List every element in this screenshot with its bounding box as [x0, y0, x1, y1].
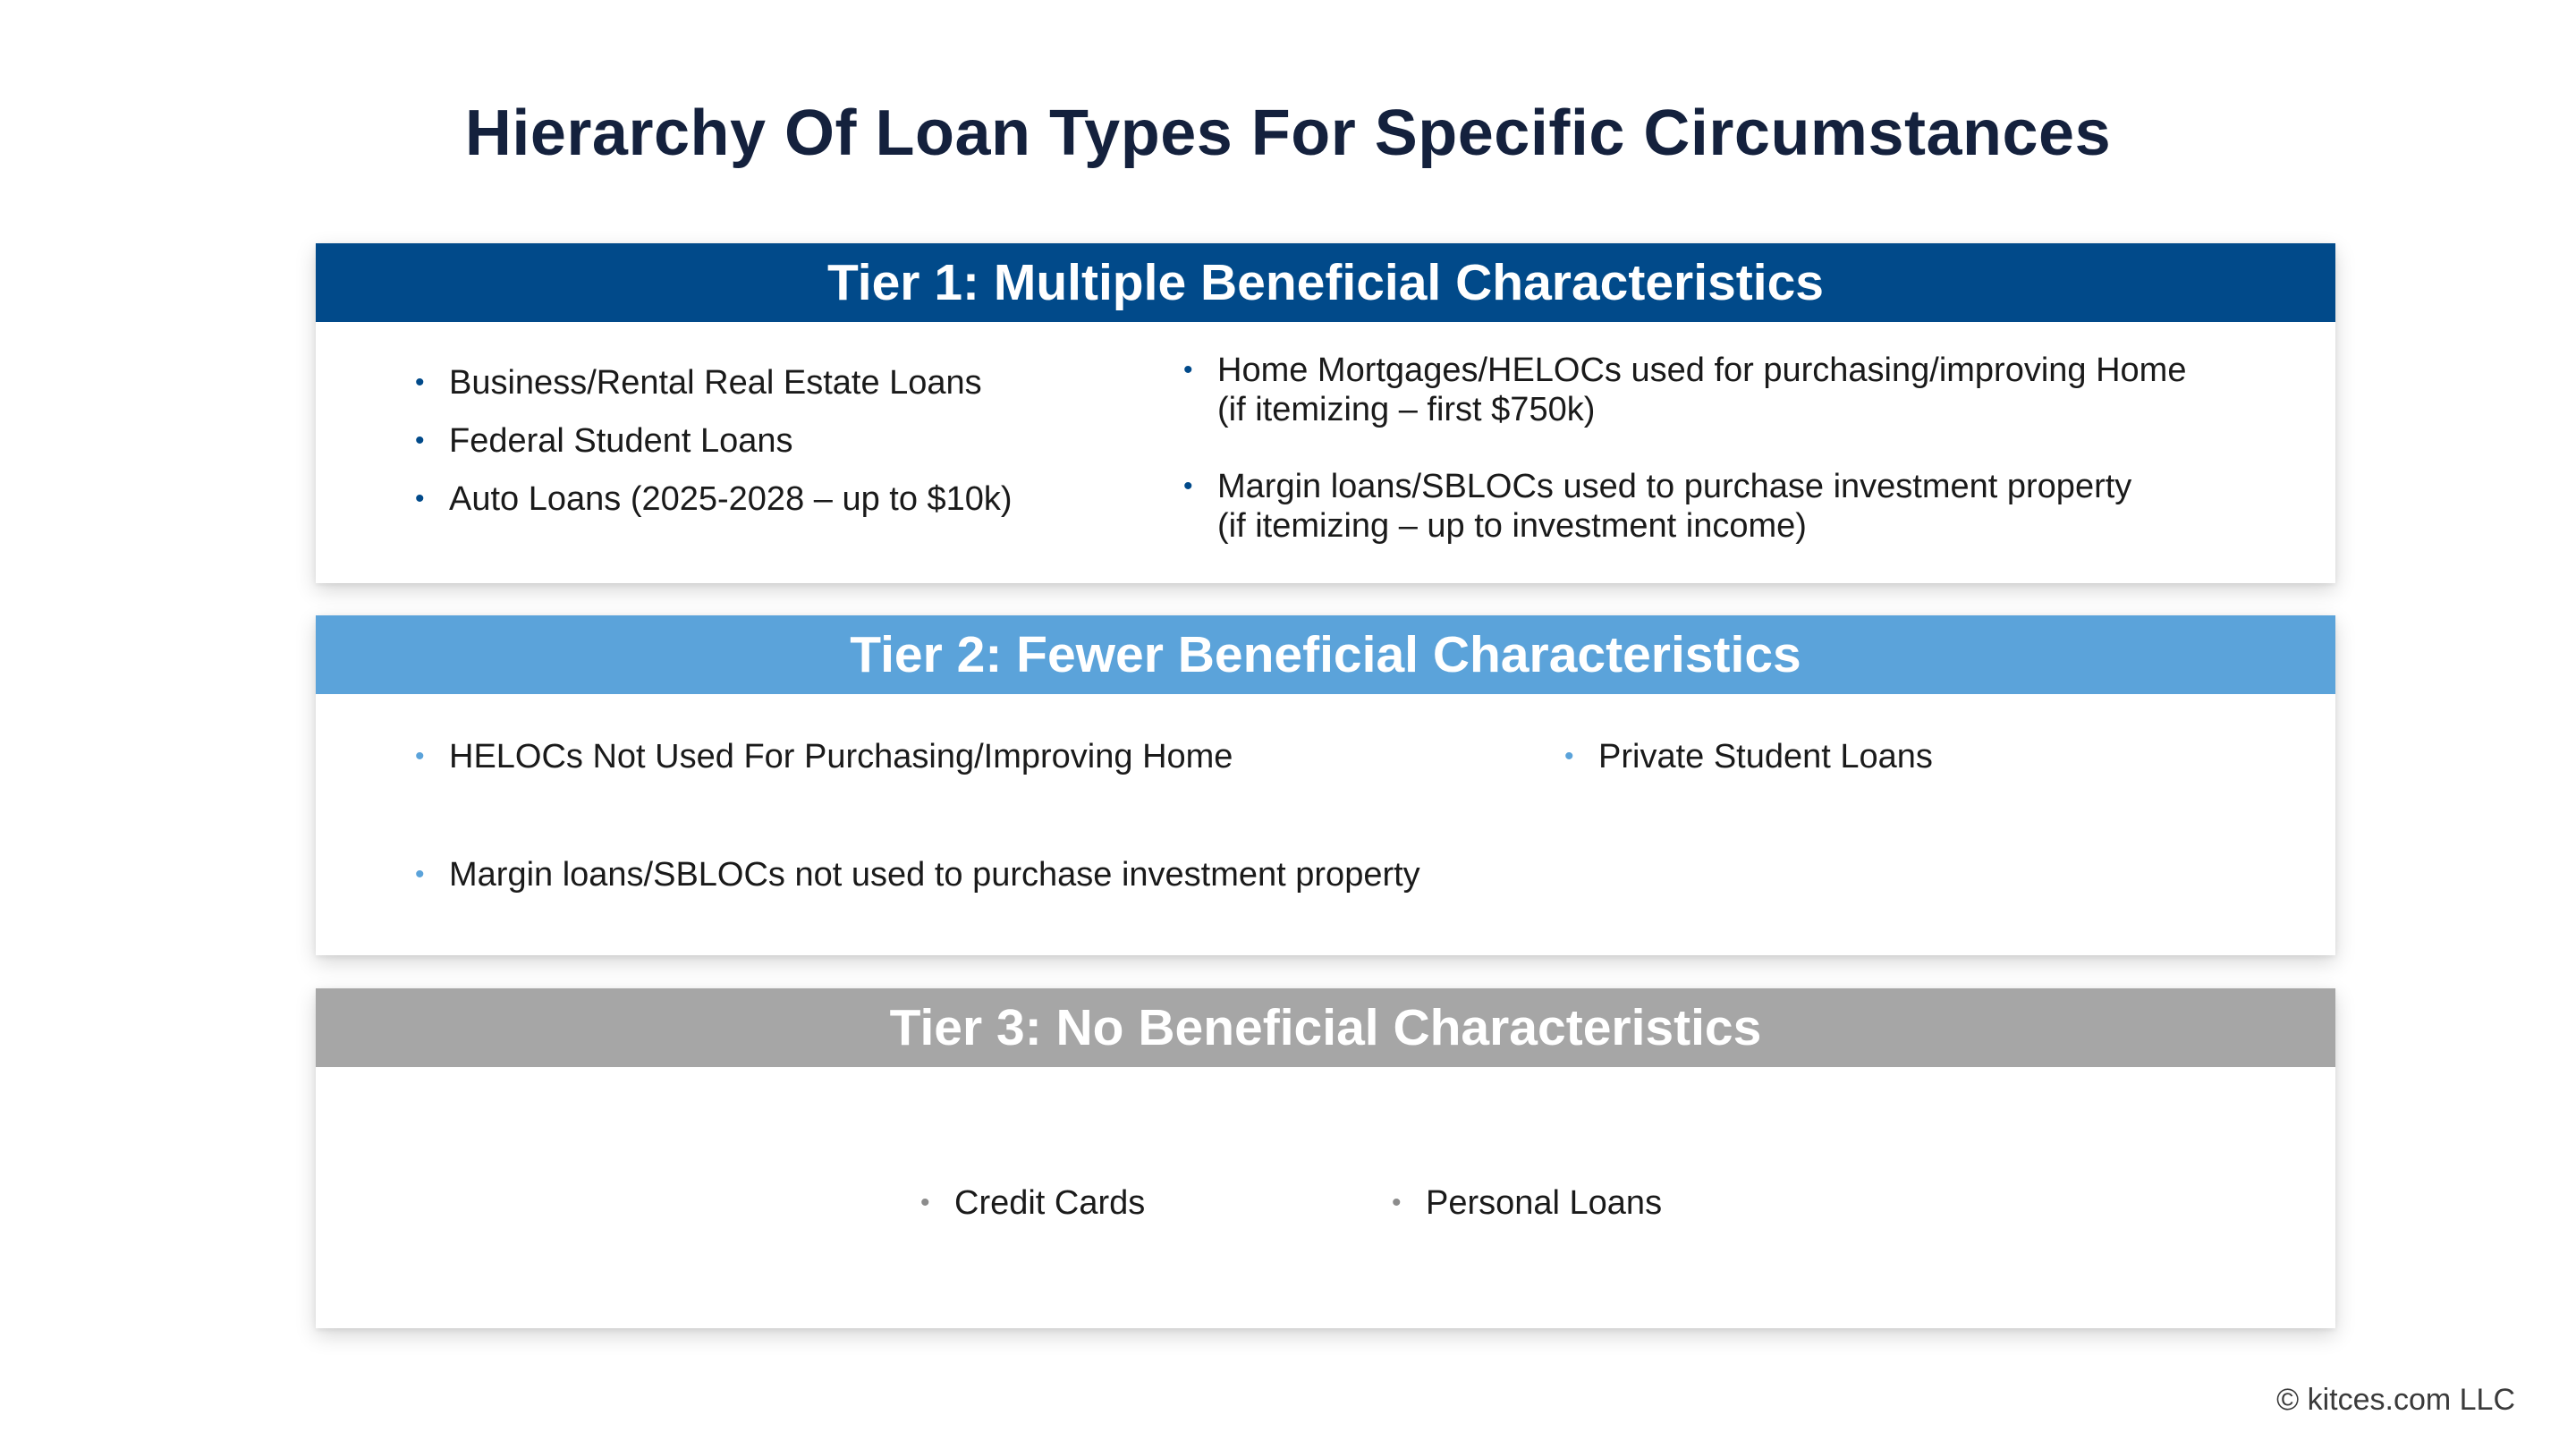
list-item	[1183, 467, 2132, 546]
list-item	[415, 421, 793, 461]
bullet-icon: •	[1183, 471, 1193, 501]
bullet-icon: •	[920, 1188, 930, 1217]
list-item	[415, 737, 1233, 776]
tier-3-body	[316, 1067, 2335, 1328]
tier-2-panel	[316, 615, 2335, 955]
bullet-icon: •	[415, 368, 425, 397]
tier-2-header: Tier 2: Fewer Beneficial Characteristics	[316, 615, 2335, 694]
list-item	[1564, 737, 1933, 776]
tier-1-header: Tier 1: Multiple Beneficial Characteristics	[316, 243, 2335, 322]
copyright-footer: © kitces.com LLC	[2276, 1383, 2515, 1417]
list-item-label: Auto Loans (2025-2028 – up to $10k)	[449, 480, 1013, 518]
list-item	[1392, 1183, 1663, 1223]
bullet-icon: •	[1564, 741, 1574, 771]
list-item	[1183, 351, 2187, 429]
list-item	[415, 479, 1013, 519]
list-item	[415, 363, 982, 402]
list-item-label: Margin loans/SBLOCs not used to purchase investment property	[449, 856, 1420, 894]
bullet-icon: •	[415, 426, 425, 455]
list-item-label: Home Mortgages/HELOCs used for purchasing/improving Home	[1217, 352, 2187, 389]
bullet-icon: •	[1392, 1188, 1402, 1217]
tier-3-header: Tier 3: No Beneficial Characteristics	[316, 988, 2335, 1067]
bullet-icon: •	[1183, 355, 1193, 385]
list-item-label: Personal Loans	[1426, 1184, 1663, 1222]
list-item-label: Margin loans/SBLOCs used to purchase investment property	[1217, 468, 2132, 505]
tier-1-body	[316, 322, 2335, 583]
bullet-icon: •	[415, 484, 425, 513]
list-item-label: Business/Rental Real Estate Loans	[449, 364, 982, 402]
tier-2-body	[316, 694, 2335, 955]
list-item-sublabel: (if itemizing – first $750k)	[1217, 391, 1596, 428]
bullet-icon: •	[415, 741, 425, 771]
list-item-label: Private Student Loans	[1598, 738, 1933, 775]
list-item	[415, 855, 1420, 894]
list-item-sublabel: (if itemizing – up to investment income)	[1217, 507, 1807, 545]
list-item-label: HELOCs Not Used For Purchasing/Improving Home	[449, 738, 1233, 775]
tier-3-panel	[316, 988, 2335, 1328]
list-item	[920, 1183, 1146, 1223]
bullet-icon: •	[415, 860, 425, 889]
tier-1-panel	[316, 243, 2335, 583]
list-item-label: Credit Cards	[954, 1184, 1146, 1222]
list-item-label: Federal Student Loans	[449, 422, 793, 460]
page-title: Hierarchy Of Loan Types For Specific Circumstances	[464, 97, 2112, 169]
